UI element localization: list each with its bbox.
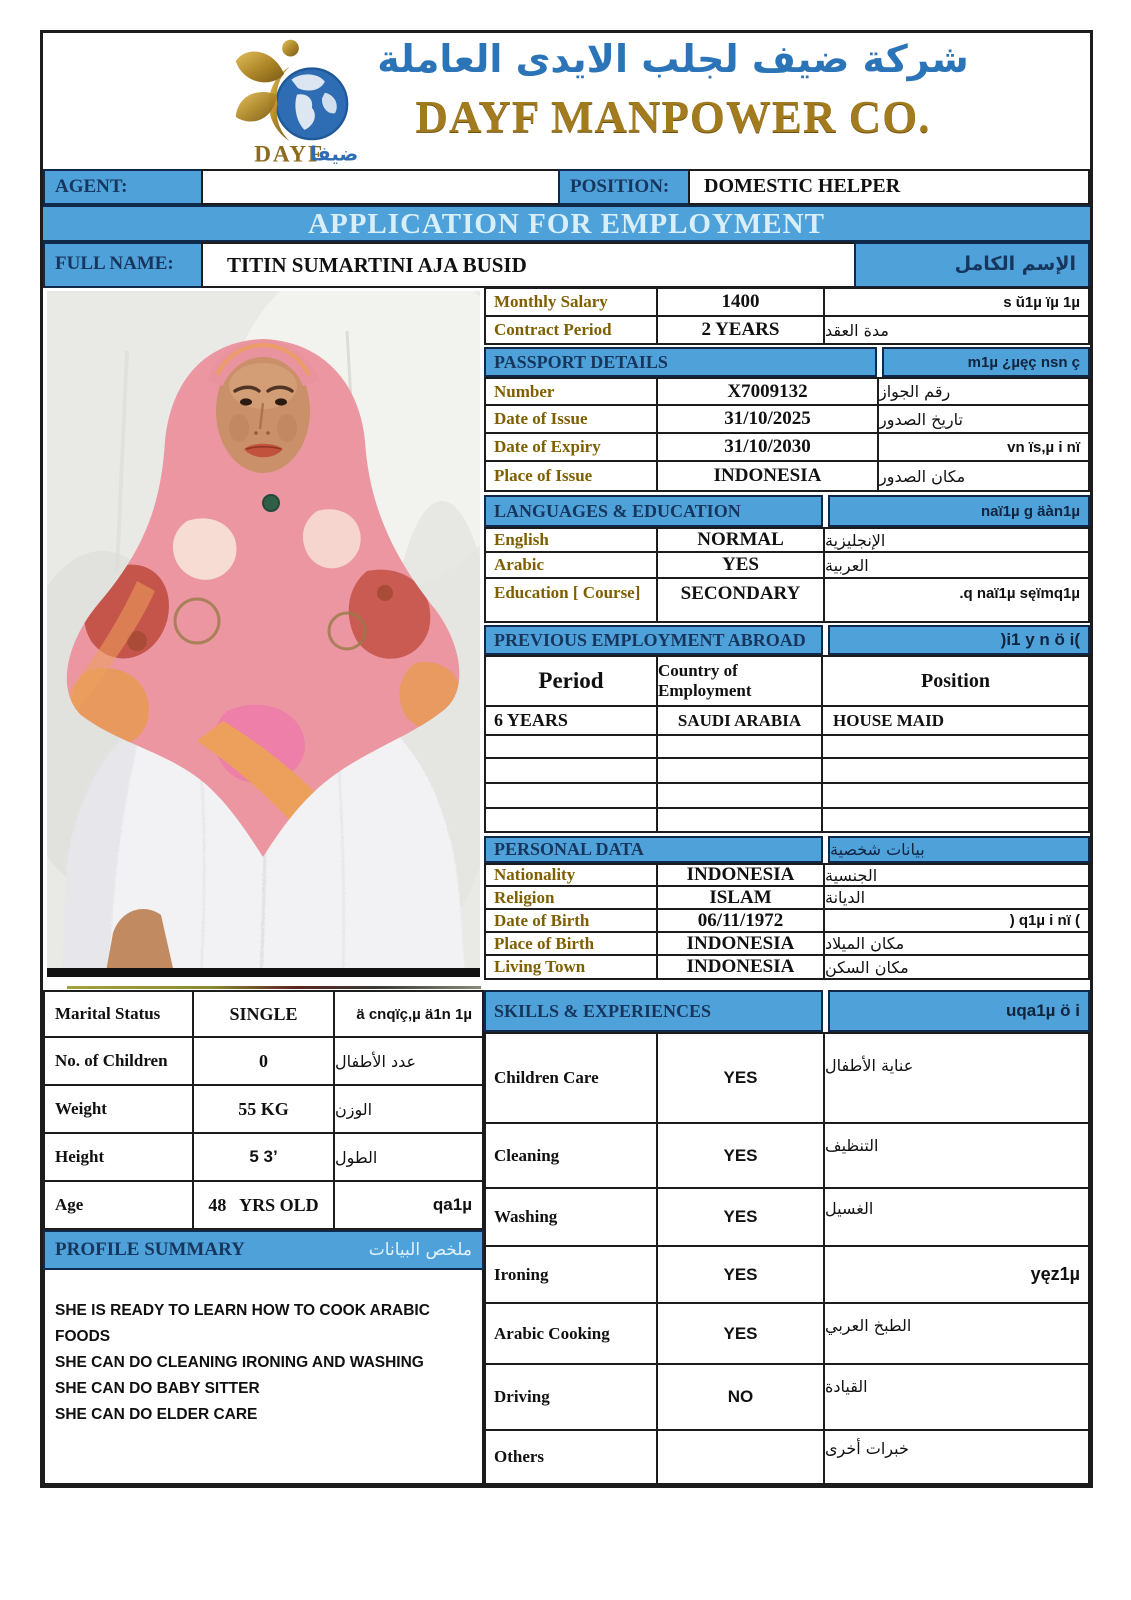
row-label: Arabic [486, 553, 658, 577]
row-label: Living Town [486, 956, 658, 978]
row-label-arabic: ä cnqïç,µ ä1n 1µ [356, 1005, 472, 1023]
section-header-passport [484, 347, 1090, 377]
table-row [484, 1124, 1090, 1189]
summary-line: SHE CAN DO ELDER CARE [55, 1406, 258, 1423]
profile-summary-header [43, 1230, 484, 1270]
table-row [484, 910, 1090, 933]
section-title-arabic: )i1 y n ö i( [828, 625, 1090, 655]
row-label-arabic: الوزن [335, 1099, 373, 1119]
row-value: INDONESIA [658, 933, 825, 954]
globe-icon [277, 69, 348, 140]
position-label: POSITION: [558, 169, 690, 205]
table-row [484, 1247, 1090, 1304]
row-label: Education [ Course] [486, 579, 658, 621]
row-value: INDONESIA [658, 956, 825, 978]
section-title-arabic: m1µ ¿µęç nsn ç [882, 347, 1090, 377]
skill-label: Children Care [486, 1034, 658, 1122]
table-row [484, 553, 1090, 579]
application-form-page [40, 30, 1093, 1488]
profile-summary-title: PROFILE SUMMARY [55, 1239, 245, 1260]
row-label-arabic: مكان الميلاد [825, 934, 905, 953]
row-value: SINGLE [194, 992, 335, 1036]
row-label: Age [45, 1182, 194, 1228]
row-value: INDONESIA [658, 865, 825, 885]
row-value: ISLAM [658, 887, 825, 908]
section-title: PERSONAL DATA [484, 836, 823, 863]
physical-info-table [43, 990, 484, 1230]
brooch [263, 495, 279, 511]
row-label-arabic: مدة العقد [825, 320, 889, 340]
employment-row-empty [484, 736, 1090, 759]
summary-line: SHE IS READY TO LEARN HOW TO COOK ARABIC FOODS [55, 1302, 430, 1345]
table-row [484, 287, 1090, 317]
row-label-arabic: الطول [335, 1147, 378, 1167]
row-label: Place of Issue [486, 462, 658, 490]
table-row [484, 462, 1090, 492]
employment-row-empty [484, 784, 1090, 809]
employment-row-empty [484, 759, 1090, 784]
section-title: PREVIOUS EMPLOYMENT ABROAD [484, 625, 823, 655]
row-label-arabic: رقم الجواز [879, 382, 951, 401]
row-label: Date of Expiry [486, 434, 658, 460]
skill-value: YES [658, 1124, 825, 1187]
skill-value: YES [658, 1247, 825, 1302]
row-value: SECONDARY [658, 579, 825, 621]
section-header-previous-employment [484, 625, 1090, 655]
table-row [484, 956, 1090, 980]
details-column [484, 287, 1090, 1485]
row-value: NORMAL [658, 529, 825, 551]
table-row [43, 1038, 484, 1086]
row-value: 55 KG [194, 1086, 335, 1132]
row-value: 48 YRS OLD [194, 1182, 335, 1228]
row-label: Number [486, 379, 658, 404]
section-header-languages [484, 495, 1090, 527]
section-title-arabic: naï1µ g äàn1µ [828, 495, 1090, 527]
section-title: PASSPORT DETAILS [484, 347, 877, 377]
row-label-arabic: الديانة [825, 888, 866, 907]
row-label-arabic: مكان الصدور [879, 466, 966, 486]
table-row [484, 406, 1090, 434]
skill-label: Driving [486, 1365, 658, 1429]
profile-summary-text [43, 1270, 484, 1485]
logo-brand-arabic: ضيفا [310, 142, 359, 166]
table-row [484, 434, 1090, 462]
row-label-arabic: vn ïs,µ i nï [1007, 438, 1080, 456]
table-row [484, 1032, 1090, 1124]
full-name-label-arabic: الإسم الكامل [854, 242, 1090, 288]
row-label-arabic: الجنسية [825, 865, 878, 885]
employment-country: SAUDI ARABIA [658, 707, 823, 734]
skill-label: Others [486, 1431, 658, 1483]
row-value: 0 [194, 1038, 335, 1084]
skill-label-arabic: الطبخ العربي [825, 1316, 912, 1335]
full-name-label: FULL NAME: [43, 242, 203, 288]
skill-label-arabic: الغسيل [825, 1199, 874, 1218]
employment-row-empty [484, 809, 1090, 833]
section-title-arabic: uqa1µ ö i [828, 990, 1090, 1032]
table-row [43, 1182, 484, 1230]
row-label: Date of Issue [486, 406, 658, 432]
section-title: SKILLS & EXPERIENCES [484, 990, 823, 1032]
table-row [43, 990, 484, 1038]
column-header-period: Period [486, 657, 658, 705]
section-header-personal-data [484, 836, 1090, 863]
row-value: 31/10/2030 [658, 434, 879, 460]
skill-value: YES [658, 1189, 825, 1245]
skill-value: NO [658, 1365, 825, 1429]
table-row [484, 863, 1090, 887]
row-value: X7009132 [658, 379, 879, 404]
row-value: YES [658, 553, 825, 577]
photo-divider-line [67, 986, 481, 989]
table-row [484, 1365, 1090, 1431]
position-value: DOMESTIC HELPER [688, 169, 1090, 205]
skill-value [658, 1431, 825, 1483]
row-label-arabic: qa1µ [432, 1195, 472, 1214]
skill-label-arabic: yęz1µ [1030, 1264, 1080, 1284]
table-row [484, 317, 1090, 345]
row-value: 2 YEARS [658, 317, 825, 343]
table-row [43, 1086, 484, 1134]
skill-label: Ironing [486, 1247, 658, 1302]
row-label-arabic: s ŭ1µ ïµ 1µ [1003, 293, 1080, 311]
employment-header-row [484, 655, 1090, 707]
row-label: Marital Status [45, 992, 194, 1036]
skill-label: Cleaning [486, 1124, 658, 1187]
table-row [484, 933, 1090, 956]
row-label: Contract Period [486, 317, 658, 343]
row-value: INDONESIA [658, 462, 879, 490]
profile-summary-title-arabic: ملخص البيانات [368, 1240, 472, 1260]
row-label: No. of Children [45, 1038, 194, 1084]
summary-line: SHE CAN DO BABY SITTER [55, 1380, 260, 1397]
section-header-skills [484, 990, 1090, 1032]
row-label: Place of Birth [486, 933, 658, 954]
row-label: English [486, 529, 658, 551]
agent-label: AGENT: [43, 169, 203, 205]
row-label: Weight [45, 1086, 194, 1132]
employment-position: HOUSE MAID [833, 710, 944, 730]
skill-label: Washing [486, 1189, 658, 1245]
application-title-banner: APPLICATION FOR EMPLOYMENT [43, 205, 1090, 242]
column-header-position: Position [921, 669, 990, 692]
skill-label: Arabic Cooking [486, 1304, 658, 1363]
row-label: Religion [486, 887, 658, 908]
skill-value: YES [658, 1034, 825, 1122]
summary-line: SHE CAN DO CLEANING IRONING AND WASHING [55, 1354, 424, 1371]
agent-value-field [201, 169, 560, 205]
table-row [484, 887, 1090, 910]
row-label: Monthly Salary [486, 289, 658, 315]
row-value: 31/10/2025 [658, 406, 879, 432]
row-value: 5 3’ [194, 1134, 335, 1180]
skill-label-arabic: عناية الأطفال [825, 1056, 914, 1075]
row-label-arabic: عدد الأطفال [335, 1051, 417, 1071]
logo-brand-text: DAYF [254, 141, 325, 167]
table-row [43, 1134, 484, 1182]
company-name-arabic: شركة ضيف لجلب الايدى العاملة [377, 37, 969, 81]
row-label-arabic: الإنجليزية [825, 530, 886, 550]
table-row [484, 377, 1090, 406]
section-title-arabic: بيانات شخصية [828, 836, 1090, 863]
table-row [484, 1304, 1090, 1365]
skill-label-arabic: خبرات أخرى [825, 1439, 909, 1458]
table-row [484, 579, 1090, 623]
table-row [484, 1431, 1090, 1485]
row-label-arabic: .q naï1µ sęïmq1µ [959, 585, 1080, 602]
row-value: 06/11/1972 [658, 910, 825, 931]
skill-label-arabic: التنظيف [825, 1136, 879, 1155]
row-label-arabic: تاريخ الصدور [879, 409, 963, 429]
row-label-arabic: مكان السكن [825, 957, 909, 977]
employment-row [484, 707, 1090, 736]
table-row [484, 1189, 1090, 1247]
employment-period: 6 YEARS [486, 707, 658, 734]
table-row [484, 527, 1090, 553]
section-title: LANGUAGES & EDUCATION [484, 495, 823, 527]
full-name-value: TITIN SUMARTINI AJA BUSID [201, 242, 856, 288]
skill-label-arabic: القيادة [825, 1377, 868, 1396]
row-label: Date of Birth [486, 910, 658, 931]
row-label-arabic: العربية [825, 555, 869, 575]
row-label: Nationality [486, 865, 658, 885]
company-name-english: DAYF MANPOWER CO. [415, 92, 931, 142]
row-value: 1400 [658, 289, 825, 315]
row-label: Height [45, 1134, 194, 1180]
applicant-photo [47, 291, 480, 977]
skill-value: YES [658, 1304, 825, 1363]
column-header-country: Country of Employment [658, 657, 823, 705]
row-label-arabic: ) q1µ i nï ( [1009, 912, 1080, 929]
